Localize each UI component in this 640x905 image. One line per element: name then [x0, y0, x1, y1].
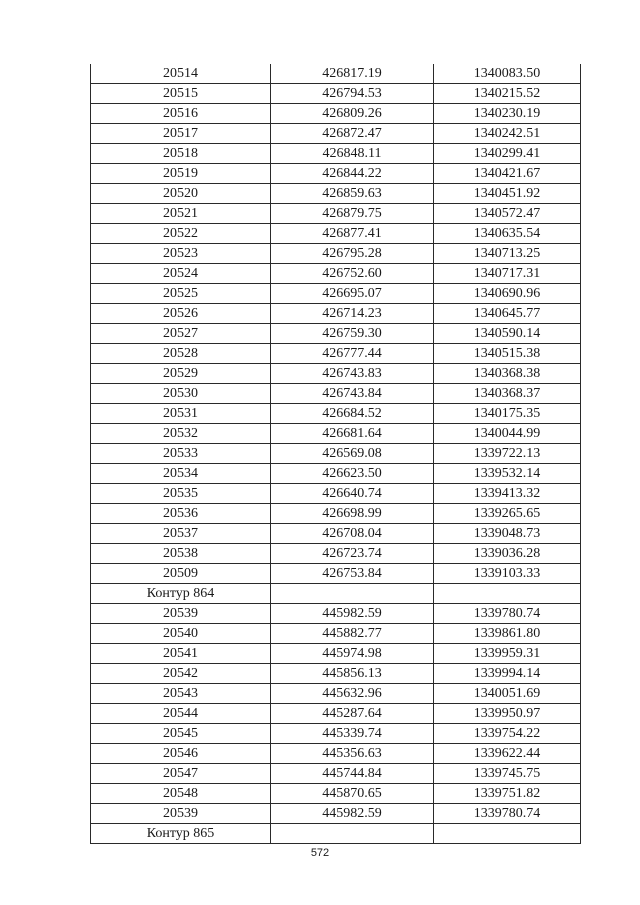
point-number-cell: 20529 [91, 364, 271, 384]
table-row [91, 544, 581, 564]
x-coordinate-cell: 426844.22 [271, 164, 434, 184]
point-number-cell: 20516 [91, 104, 271, 124]
table-row [91, 764, 581, 784]
x-coordinate-cell: 426877.41 [271, 224, 434, 244]
point-number-cell: 20536 [91, 504, 271, 524]
table-row [91, 664, 581, 684]
table-row [91, 204, 581, 224]
y-coordinate-cell: 1340215.52 [434, 84, 581, 104]
table-row [91, 644, 581, 664]
y-coordinate-cell: 1340515.38 [434, 344, 581, 364]
point-number-cell: 20524 [91, 264, 271, 284]
y-coordinate-cell: 1339754.22 [434, 724, 581, 744]
x-coordinate-cell: 445356.63 [271, 744, 434, 764]
y-coordinate-cell: 1340299.41 [434, 144, 581, 164]
point-number-cell: 20542 [91, 664, 271, 684]
y-coordinate-cell: 1339265.65 [434, 504, 581, 524]
table-row [91, 164, 581, 184]
x-coordinate-cell: 426753.84 [271, 564, 434, 584]
x-coordinate-cell: 426640.74 [271, 484, 434, 504]
point-number-cell: 20548 [91, 784, 271, 804]
contour-header-row [91, 824, 581, 844]
table-row [91, 724, 581, 744]
table-row [91, 384, 581, 404]
y-coordinate-cell: 1340230.19 [434, 104, 581, 124]
table-row [91, 64, 581, 84]
x-coordinate-cell: 426817.19 [271, 64, 434, 84]
table-row [91, 104, 581, 124]
point-number-cell: 20538 [91, 544, 271, 564]
point-number-cell: 20532 [91, 424, 271, 444]
x-coordinate-cell: 445632.96 [271, 684, 434, 704]
y-coordinate-cell: 1340590.14 [434, 324, 581, 344]
x-coordinate-cell: 426743.84 [271, 384, 434, 404]
x-coordinate-cell: 426859.63 [271, 184, 434, 204]
x-coordinate-cell: 426777.44 [271, 344, 434, 364]
x-coordinate-cell: 445870.65 [271, 784, 434, 804]
y-coordinate-cell: 1340421.67 [434, 164, 581, 184]
point-number-cell: 20546 [91, 744, 271, 764]
point-number-cell: 20528 [91, 344, 271, 364]
table-row [91, 244, 581, 264]
point-number-cell: 20519 [91, 164, 271, 184]
table-row [91, 464, 581, 484]
table-row [91, 564, 581, 584]
table-row [91, 284, 581, 304]
x-coordinate-cell: 445982.59 [271, 604, 434, 624]
y-coordinate-cell: 1339950.97 [434, 704, 581, 724]
x-coordinate-cell: 445882.77 [271, 624, 434, 644]
point-number-cell: 20527 [91, 324, 271, 344]
table-row [91, 224, 581, 244]
table-row [91, 624, 581, 644]
table-row [91, 684, 581, 704]
y-coordinate-cell: 1340175.35 [434, 404, 581, 424]
table-row [91, 784, 581, 804]
point-number-cell: 20531 [91, 404, 271, 424]
x-coordinate-cell: 426752.60 [271, 264, 434, 284]
point-number-cell: 20515 [91, 84, 271, 104]
table-row [91, 364, 581, 384]
y-coordinate-cell: 1339413.32 [434, 484, 581, 504]
point-number-cell: 20521 [91, 204, 271, 224]
point-number-cell: 20526 [91, 304, 271, 324]
point-number-cell: 20514 [91, 64, 271, 84]
y-coordinate-cell: 1340368.37 [434, 384, 581, 404]
point-number-cell: 20509 [91, 564, 271, 584]
point-number-cell: 20522 [91, 224, 271, 244]
y-coordinate-cell: 1340717.31 [434, 264, 581, 284]
x-coordinate-cell: 426569.08 [271, 444, 434, 464]
x-coordinate-cell: 426681.64 [271, 424, 434, 444]
point-number-cell: 20517 [91, 124, 271, 144]
y-coordinate-cell: 1339780.74 [434, 804, 581, 824]
contour-header-row [91, 584, 581, 604]
table-row [91, 704, 581, 724]
y-coordinate-cell: 1339780.74 [434, 604, 581, 624]
point-number-cell: 20540 [91, 624, 271, 644]
table-row [91, 324, 581, 344]
table-row [91, 264, 581, 284]
page-number: 572 [310, 847, 330, 859]
y-coordinate-cell: 1339745.75 [434, 764, 581, 784]
y-coordinate-cell: 1340572.47 [434, 204, 581, 224]
point-number-cell: 20518 [91, 144, 271, 164]
point-number-cell: 20544 [91, 704, 271, 724]
point-number-cell: 20535 [91, 484, 271, 504]
y-coordinate-cell: 1340051.69 [434, 684, 581, 704]
table-row [91, 184, 581, 204]
y-coordinate-cell: 1339861.80 [434, 624, 581, 644]
point-number-cell: 20520 [91, 184, 271, 204]
y-coordinate-cell: 1339959.31 [434, 644, 581, 664]
table-row [91, 484, 581, 504]
x-coordinate-cell [271, 824, 434, 844]
y-coordinate-cell: 1339048.73 [434, 524, 581, 544]
x-coordinate-cell: 426684.52 [271, 404, 434, 424]
y-coordinate-cell: 1340083.50 [434, 64, 581, 84]
y-coordinate-cell: 1339751.82 [434, 784, 581, 804]
y-coordinate-cell [434, 584, 581, 604]
table-row [91, 304, 581, 324]
table-row [91, 604, 581, 624]
y-coordinate-cell: 1339722.13 [434, 444, 581, 464]
table-row [91, 744, 581, 764]
y-coordinate-cell: 1340690.96 [434, 284, 581, 304]
point-number-cell: 20530 [91, 384, 271, 404]
point-number-cell: 20547 [91, 764, 271, 784]
y-coordinate-cell: 1339036.28 [434, 544, 581, 564]
x-coordinate-cell: 445287.64 [271, 704, 434, 724]
y-coordinate-cell: 1340368.38 [434, 364, 581, 384]
x-coordinate-cell: 445982.59 [271, 804, 434, 824]
x-coordinate-cell: 445339.74 [271, 724, 434, 744]
point-number-cell: 20539 [91, 804, 271, 824]
x-coordinate-cell: 426795.28 [271, 244, 434, 264]
x-coordinate-cell: 445974.98 [271, 644, 434, 664]
point-number-cell: 20543 [91, 684, 271, 704]
y-coordinate-cell: 1339103.33 [434, 564, 581, 584]
x-coordinate-cell: 426623.50 [271, 464, 434, 484]
table-row [91, 124, 581, 144]
y-coordinate-cell: 1340713.25 [434, 244, 581, 264]
coordinates-table-sheet [90, 64, 580, 844]
y-coordinate-cell: 1339994.14 [434, 664, 581, 684]
table-row [91, 84, 581, 104]
y-coordinate-cell: 1339532.14 [434, 464, 581, 484]
x-coordinate-cell [271, 584, 434, 604]
coordinates-table-body [91, 64, 581, 844]
x-coordinate-cell: 426759.30 [271, 324, 434, 344]
x-coordinate-cell: 445856.13 [271, 664, 434, 684]
x-coordinate-cell: 426714.23 [271, 304, 434, 324]
table-row [91, 344, 581, 364]
point-number-cell: 20525 [91, 284, 271, 304]
x-coordinate-cell: 426872.47 [271, 124, 434, 144]
point-number-cell: 20523 [91, 244, 271, 264]
y-coordinate-cell: 1340635.54 [434, 224, 581, 244]
y-coordinate-cell [434, 824, 581, 844]
x-coordinate-cell: 426794.53 [271, 84, 434, 104]
table-row [91, 424, 581, 444]
table-row [91, 404, 581, 424]
x-coordinate-cell: 426698.99 [271, 504, 434, 524]
point-number-cell: Контур 864 [91, 584, 271, 604]
y-coordinate-cell: 1340645.77 [434, 304, 581, 324]
point-number-cell: 20541 [91, 644, 271, 664]
table-row [91, 804, 581, 824]
x-coordinate-cell: 445744.84 [271, 764, 434, 784]
x-coordinate-cell: 426848.11 [271, 144, 434, 164]
y-coordinate-cell: 1340451.92 [434, 184, 581, 204]
x-coordinate-cell: 426809.26 [271, 104, 434, 124]
table-row [91, 524, 581, 544]
x-coordinate-cell: 426708.04 [271, 524, 434, 544]
point-number-cell: 20545 [91, 724, 271, 744]
x-coordinate-cell: 426879.75 [271, 204, 434, 224]
y-coordinate-cell: 1340044.99 [434, 424, 581, 444]
table-row [91, 444, 581, 464]
coordinates-table [90, 64, 581, 844]
y-coordinate-cell: 1340242.51 [434, 124, 581, 144]
table-row [91, 144, 581, 164]
point-number-cell: Контур 865 [91, 824, 271, 844]
point-number-cell: 20533 [91, 444, 271, 464]
point-number-cell: 20537 [91, 524, 271, 544]
x-coordinate-cell: 426723.74 [271, 544, 434, 564]
point-number-cell: 20539 [91, 604, 271, 624]
table-row [91, 504, 581, 524]
x-coordinate-cell: 426743.83 [271, 364, 434, 384]
point-number-cell: 20534 [91, 464, 271, 484]
x-coordinate-cell: 426695.07 [271, 284, 434, 304]
y-coordinate-cell: 1339622.44 [434, 744, 581, 764]
